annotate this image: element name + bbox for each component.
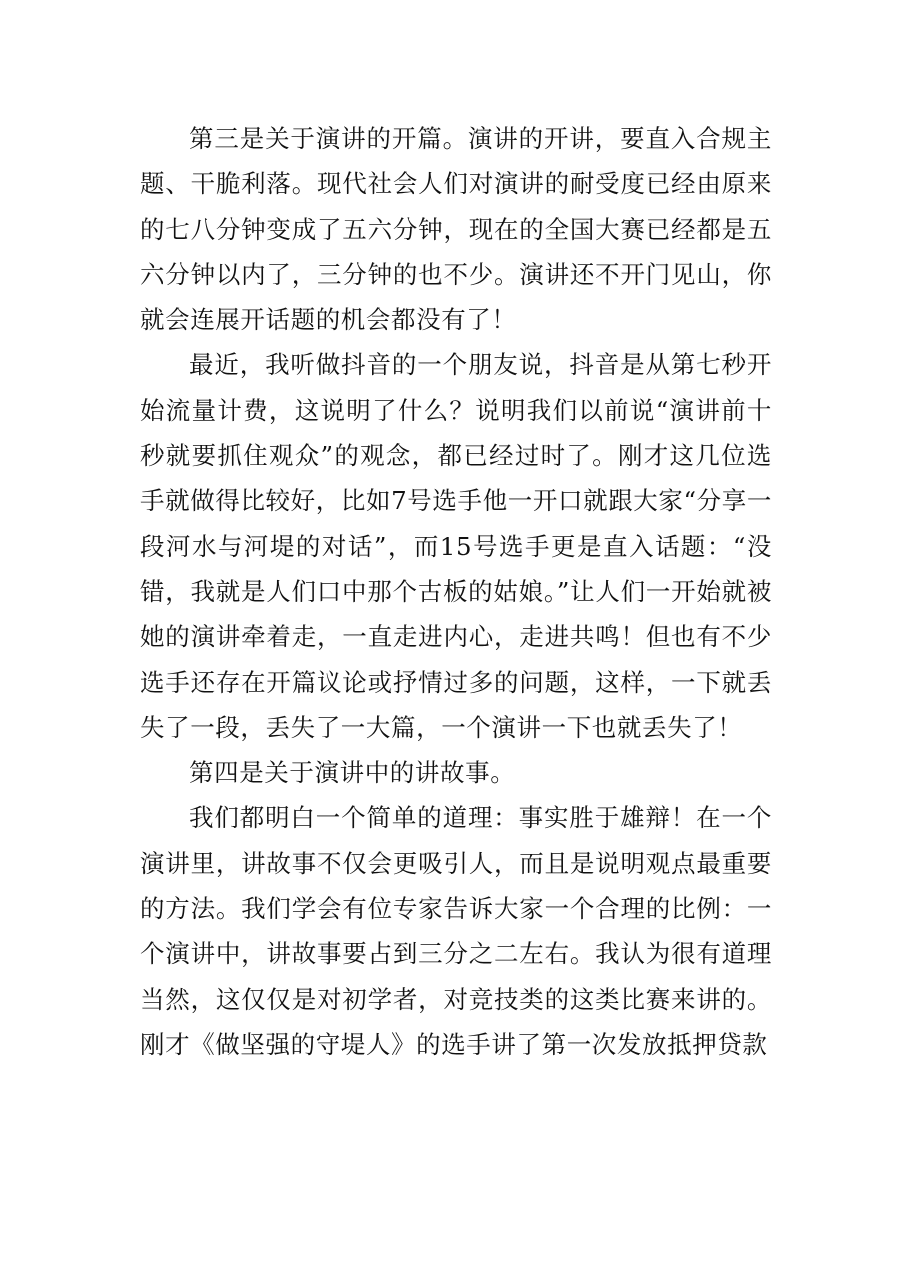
paragraph-douyin-example: 最近，我听做抖音的一个朋友说，抖音是从第七秒开始流量计费，这说明了什么？说明我们以前说“演讲前十秒就要抓住观众”的观念，都已经过时了。刚才这几位选手就做得比较好，比如7号选手他一开口就跟大家“分享一段河水与河堤的对话”，而15号选手更是直入话题：“没错，我就是人们口中那个古板的姑娘。”让人们一开始就被她的演讲牵着走，一直走进内心，走进共鸣！但也有不少选手还存在开篇议论或抒情过多的问题，这样，一下就丢失了一段，丢失了一大篇，一个演讲一下也就丢失了！	[140, 350, 772, 742]
paragraph-storytelling-body: 我们都明白一个简单的道理：事实胜于雄辩！在一个演讲里，讲故事不仅会更吸引人，而且是说明观点最重要的方法。我们学会有位专家告诉大家一个合理的比例：一个演讲中，讲故事要占到三分之二左右。我认为很有道理当然，这仅仅是对初学者，对竞技类的这类比赛来讲的。刚才《做坚强的守堤人》的选手讲了第一次发放抵押贷款	[140, 803, 772, 1059]
document-body	[140, 116, 772, 1067]
paragraph-speech-opening: 第三是关于演讲的开篇。演讲的开讲，要直入合规主题、干脆利落。现代社会人们对演讲的耐受度已经由原来的七八分钟变成了五六分钟，现在的全国大赛已经都是五六分钟以内了，三分钟的也不少。演讲还不开门见山，你就会连展开话题的机会都没有了！	[140, 124, 772, 335]
paragraph-storytelling-heading: 第四是关于演讲中的讲故事。	[189, 758, 516, 788]
